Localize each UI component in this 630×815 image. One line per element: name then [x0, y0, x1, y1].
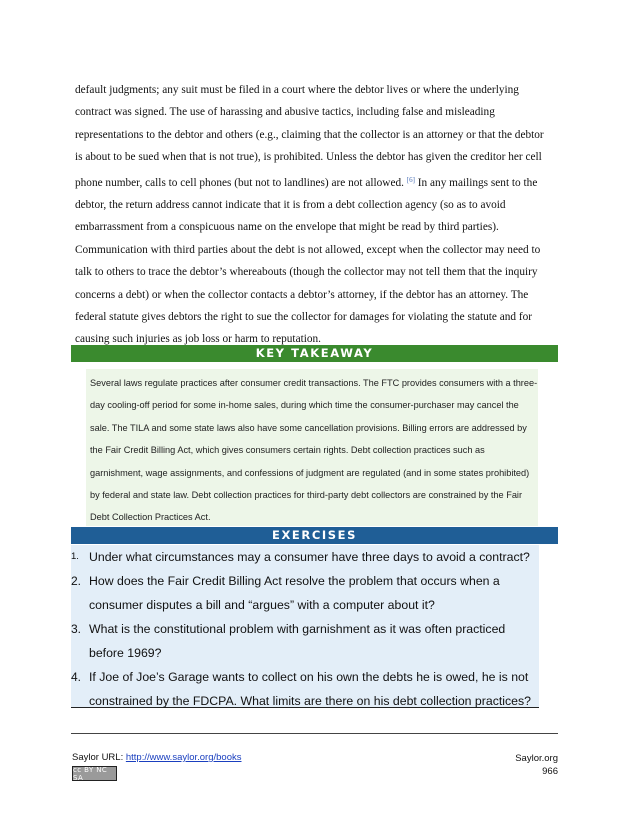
exercise-number: 4.: [71, 670, 82, 684]
exercise-number: 2.: [71, 574, 82, 588]
footer-site: Saylor.org: [515, 753, 558, 764]
creative-commons-license-icon[interactable]: [72, 766, 117, 781]
footnote-reference[interactable]: [6]: [406, 175, 415, 184]
page-number: 966: [542, 766, 558, 777]
key-takeaway-header: KEY TAKEAWAY: [71, 345, 558, 362]
key-takeaway-body: Several laws regulate practices after consumer credit transactions. The FTC provides consumers with a three-day cooling-off period for some in-home sales, during which time the consumer-purchaser may cancel the sale. The TILA and some state laws also have some cancellation provisions. Billing errors are addressed by the Fair Credit Billing Act, which gives consumers certain rights. Debt collection practices such as garnishment, wage assignments, and confessions of judgment are regulated (and in some states prohibited) by federal and state law. Debt collection practices for third-party debt collectors are constrained by the Fair Debt Collection Practices Act.: [86, 369, 538, 526]
footer-divider: [71, 733, 558, 734]
footer-page-info: [515, 752, 558, 778]
footer-url-label: Saylor URL:: [72, 752, 126, 763]
body-text-part2: In any mailings sent to the debtor, the return address cannot indicate that it is from a debt collection agency (so as to avoid embarrassment from a conspicuous name on the envelope that might be read by third parties). Communication with third parties about the debt is not allowed, except when the collector may need to talk to others to trace the debtor’s whereabouts (though the collector may not tell them that the inquiry concerns a debt) or when the collector contacts a debtor’s attorney, if the debtor has an attorney. The federal statute gives debtors the right to sue the collector for damages for violating the statute and for causing such injuries as job loss or harm to reputation.: [75, 176, 541, 346]
exercise-number: 1.: [71, 551, 79, 562]
body-text-part1: default judgments; any suit must be filed in a court where the debtor lives or where the underlying contract was signed. The use of harassing and abusive tactics, including false and misleading representations to the debtor and others (e.g., claiming that the collector is an attorney or that the debtor is about to be sued when that is not true), is prohibited. Unless the debtor has given the creditor her cell phone number, calls to cell phones (but not to landlines) are not allowed.: [75, 84, 544, 189]
exercise-text: What is the constitutional problem with garnishment as it was often practiced before 1969?: [89, 622, 506, 660]
exercise-item: [71, 617, 539, 665]
license-badge-text: cc BY NC SA: [73, 765, 108, 782]
footer-source: [72, 752, 242, 763]
exercises-header: EXERCISES: [71, 527, 558, 544]
exercise-list: [71, 545, 539, 713]
exercise-number: 3.: [71, 622, 82, 636]
exercises-body: [71, 545, 539, 708]
footer-url-link[interactable]: http://www.saylor.org/books: [125, 752, 242, 763]
exercise-item: [71, 545, 539, 569]
exercise-item: [71, 665, 539, 713]
exercise-text: If Joe of Joe’s Garage wants to collect on his own the debts he is owed, he is not constrained by the FDCPA. What limits are there on his debt collection practices?: [89, 670, 531, 708]
exercise-item: [71, 569, 539, 617]
exercise-text: How does the Fair Credit Billing Act resolve the problem that occurs when a consumer disputes a bill and “argues” with a computer about it?: [89, 574, 500, 612]
exercise-text: Under what circumstances may a consumer have three days to avoid a contract?: [89, 550, 530, 564]
body-paragraph: [75, 79, 553, 351]
